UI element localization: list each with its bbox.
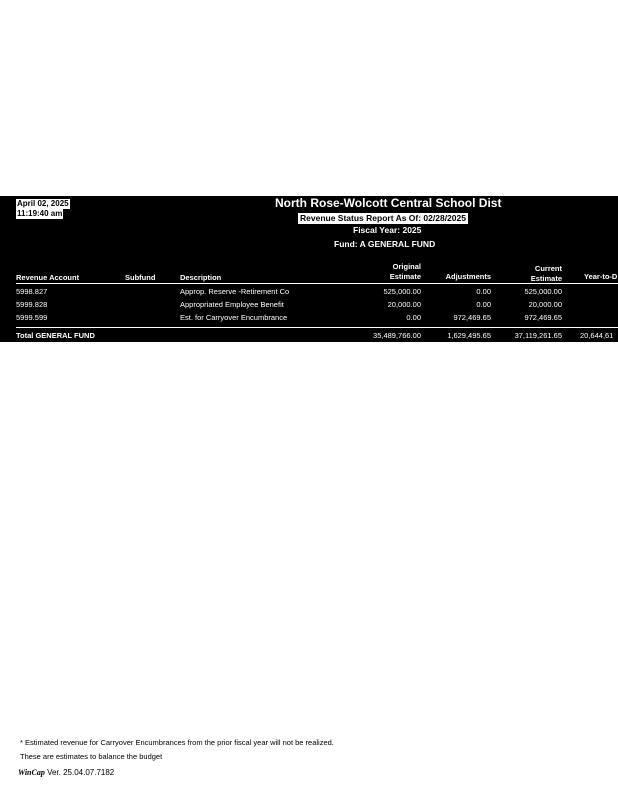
wincap-logo: WinCap <box>18 768 45 777</box>
total-rule <box>16 327 618 328</box>
row-original: 525,000.00 <box>383 287 421 296</box>
col-description: Description <box>180 273 222 282</box>
row-current: 972,469.65 <box>524 313 562 322</box>
col-ytd: Year-to-D <box>584 272 618 281</box>
fund-label: Fund: A GENERAL FUND <box>334 239 436 249</box>
col-adjustments: Adjustments <box>445 272 491 281</box>
row-adjustments: 0.00 <box>476 300 491 309</box>
row-original: 20,000.00 <box>387 300 421 309</box>
row-adjustments: 0.00 <box>476 287 491 296</box>
report-time: 11:19:40 am <box>17 209 63 218</box>
total-adjustments: 1,629,495.65 <box>447 331 491 340</box>
total-ytd: 20,644,61 <box>580 331 614 340</box>
row-description: Approp. Reserve -Retirement Co <box>180 287 290 296</box>
col-current-line2: Estimate <box>530 274 562 283</box>
col-original-line2: Estimate <box>389 272 421 281</box>
row-description: Est. for Carryover Encumbrance <box>180 313 288 322</box>
footer-version: Ver. 25.04.07.7182 <box>47 768 115 777</box>
row-current: 20,000.00 <box>528 300 562 309</box>
row-account: 5999.599 <box>16 313 48 322</box>
col-original-line1: Original <box>392 262 421 271</box>
col-subfund: Subfund <box>125 273 156 282</box>
row-description: Appropriated Employee Benefit <box>180 300 284 309</box>
row-account: 5998.827 <box>16 287 48 296</box>
total-label: Total GENERAL FUND <box>16 331 95 340</box>
col-current-line1: Current <box>534 264 562 273</box>
header-rule <box>16 283 618 284</box>
footer-brand <box>18 768 114 777</box>
footer-note-estimates: These are estimates to balance the budget <box>20 752 163 761</box>
footer-note-carryover: * Estimated revenue for Carryover Encumbrances from the prior fiscal year will not be realized. <box>20 738 334 747</box>
report-date: April 02, 2025 <box>17 199 69 208</box>
total-current: 37,119,261.65 <box>514 331 562 340</box>
report-section <box>0 196 618 342</box>
col-revenue-account: Revenue Account <box>16 273 80 282</box>
row-original: 0.00 <box>406 313 421 322</box>
row-account: 5999.828 <box>16 300 48 309</box>
report-subtitle: Revenue Status Report As Of: 02/28/2025 <box>300 213 466 223</box>
total-original: 35,489,766.00 <box>373 331 421 340</box>
report-title: North Rose-Wolcott Central School Dist <box>275 196 502 210</box>
row-adjustments: 972,469.65 <box>453 313 491 322</box>
fiscal-year: Fiscal Year: 2025 <box>353 225 422 235</box>
row-current: 525,000.00 <box>524 287 562 296</box>
